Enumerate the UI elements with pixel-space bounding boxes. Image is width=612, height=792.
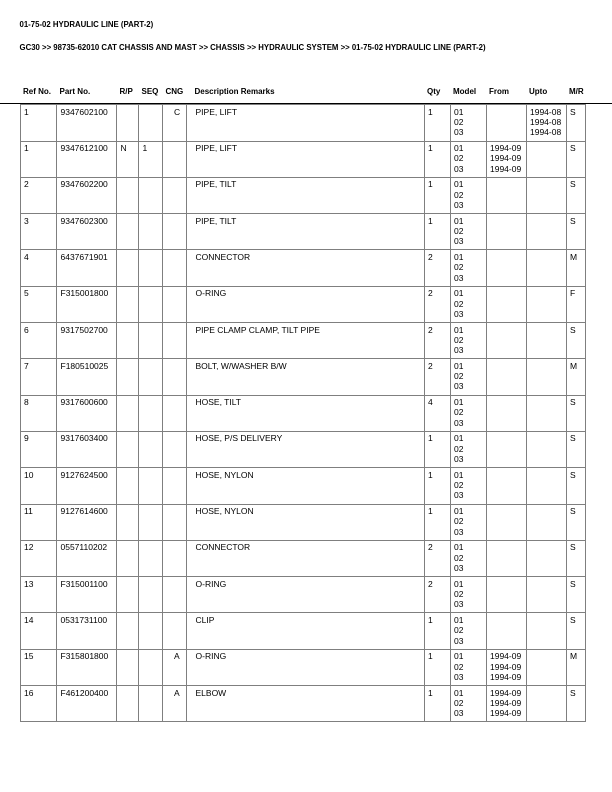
cell-upto bbox=[526, 649, 566, 685]
cell-model: 01 02 03 bbox=[450, 504, 486, 540]
cell-part-no: 0557110202 bbox=[57, 540, 117, 576]
cell-ref-no: 11 bbox=[20, 504, 57, 540]
cell-cng bbox=[163, 359, 187, 395]
cell-model: 01 02 03 bbox=[450, 359, 486, 395]
cell-upto bbox=[526, 141, 566, 177]
table-row bbox=[20, 250, 585, 286]
cell-mr: S bbox=[566, 323, 585, 359]
cell-mr: M bbox=[566, 250, 585, 286]
breadcrumb: GC30 >> 98735-62010 CAT CHASSIS AND MAST >> CHASSIS >> HYDRAULIC SYSTEM >> 01-75-02 HYDRAULIC LINE (PART-2) bbox=[19, 43, 486, 52]
cell-model: 01 02 03 bbox=[450, 686, 486, 722]
cell-cng bbox=[163, 540, 187, 576]
cell-ref-no: 1 bbox=[20, 141, 57, 177]
cell-upto bbox=[526, 577, 566, 613]
cell-ref-no: 16 bbox=[20, 686, 57, 722]
cell-qty: 1 bbox=[424, 468, 450, 504]
cell-model: 01 02 03 bbox=[450, 323, 486, 359]
table-row bbox=[20, 504, 585, 540]
cell-qty: 1 bbox=[424, 431, 450, 467]
cell-qty: 2 bbox=[424, 286, 450, 322]
cell-rp bbox=[117, 577, 139, 613]
cell-model: 01 02 03 bbox=[450, 141, 486, 177]
cell-seq bbox=[139, 177, 163, 213]
cell-model: 01 02 03 bbox=[450, 177, 486, 213]
cell-description: HOSE, TILT bbox=[187, 395, 425, 431]
cell-from bbox=[486, 323, 526, 359]
cell-seq bbox=[139, 286, 163, 322]
cell-from bbox=[486, 540, 526, 576]
cell-rp bbox=[117, 686, 139, 722]
col-header-part-no: Part No. bbox=[59, 86, 91, 96]
cell-qty: 4 bbox=[424, 395, 450, 431]
cell-from bbox=[486, 468, 526, 504]
cell-part-no: 0531731100 bbox=[57, 613, 117, 649]
cell-mr: M bbox=[566, 359, 585, 395]
cell-mr: S bbox=[566, 177, 585, 213]
cell-seq bbox=[139, 214, 163, 250]
cell-rp: N bbox=[117, 141, 139, 177]
cell-cng bbox=[163, 577, 187, 613]
cell-mr: S bbox=[566, 686, 585, 722]
cell-part-no: 9127624500 bbox=[57, 468, 117, 504]
cell-seq bbox=[139, 431, 163, 467]
cell-mr: S bbox=[566, 577, 585, 613]
cell-ref-no: 3 bbox=[20, 214, 57, 250]
cell-part-no: 9347612100 bbox=[57, 141, 117, 177]
cell-model: 01 02 03 bbox=[450, 105, 486, 141]
cell-part-no: 9317502700 bbox=[57, 323, 117, 359]
cell-qty: 1 bbox=[424, 105, 450, 141]
cell-from bbox=[486, 504, 526, 540]
table-row bbox=[20, 141, 585, 177]
cell-upto bbox=[526, 359, 566, 395]
cell-model: 01 02 03 bbox=[450, 649, 486, 685]
cell-rp bbox=[117, 323, 139, 359]
cell-rp bbox=[117, 613, 139, 649]
table-row bbox=[20, 649, 585, 685]
cell-upto bbox=[526, 286, 566, 322]
cell-description: BOLT, W/WASHER B/W bbox=[187, 359, 425, 395]
cell-upto bbox=[526, 686, 566, 722]
table-row bbox=[20, 577, 585, 613]
cell-cng: C bbox=[163, 105, 187, 141]
cell-rp bbox=[117, 468, 139, 504]
cell-cng bbox=[163, 286, 187, 322]
cell-cng bbox=[163, 613, 187, 649]
col-header-description: Description Remarks bbox=[194, 86, 275, 96]
cell-cng bbox=[163, 214, 187, 250]
cell-qty: 2 bbox=[424, 540, 450, 576]
col-header-qty: Qty bbox=[427, 86, 441, 96]
cell-part-no: 9127614600 bbox=[57, 504, 117, 540]
cell-rp bbox=[117, 105, 139, 141]
cell-from: 1994-09 1994-09 1994-09 bbox=[486, 649, 526, 685]
col-header-cng: CNG bbox=[165, 86, 184, 96]
cell-upto bbox=[526, 177, 566, 213]
cell-cng bbox=[163, 504, 187, 540]
cell-part-no: F461200400 bbox=[57, 686, 117, 722]
cell-part-no: 9317603400 bbox=[57, 431, 117, 467]
col-header-upto: Upto bbox=[529, 86, 548, 96]
cell-description: PIPE CLAMP CLAMP, TILT PIPE bbox=[187, 323, 425, 359]
table-row bbox=[20, 105, 585, 141]
cell-seq bbox=[139, 504, 163, 540]
cell-upto bbox=[526, 323, 566, 359]
cell-description: PIPE, TILT bbox=[187, 177, 425, 213]
cell-ref-no: 15 bbox=[20, 649, 57, 685]
cell-from bbox=[486, 431, 526, 467]
cell-cng: A bbox=[163, 686, 187, 722]
cell-mr: S bbox=[566, 214, 585, 250]
cell-cng bbox=[163, 323, 187, 359]
cell-description: HOSE, P/S DELIVERY bbox=[187, 431, 425, 467]
cell-model: 01 02 03 bbox=[450, 286, 486, 322]
cell-part-no: F315801800 bbox=[57, 649, 117, 685]
cell-description: ELBOW bbox=[187, 686, 425, 722]
cell-model: 01 02 03 bbox=[450, 468, 486, 504]
cell-ref-no: 12 bbox=[20, 540, 57, 576]
cell-cng bbox=[163, 468, 187, 504]
cell-ref-no: 5 bbox=[20, 286, 57, 322]
cell-description: HOSE, NYLON bbox=[187, 468, 425, 504]
cell-cng bbox=[163, 395, 187, 431]
cell-upto bbox=[526, 468, 566, 504]
cell-seq bbox=[139, 250, 163, 286]
cell-cng: A bbox=[163, 649, 187, 685]
cell-upto bbox=[526, 395, 566, 431]
cell-seq bbox=[139, 359, 163, 395]
cell-ref-no: 9 bbox=[20, 431, 57, 467]
cell-mr: M bbox=[566, 649, 585, 685]
cell-description: CONNECTOR bbox=[187, 250, 425, 286]
cell-seq bbox=[139, 613, 163, 649]
col-header-model: Model bbox=[453, 86, 477, 96]
cell-from: 1994-09 1994-09 1994-09 bbox=[486, 686, 526, 722]
cell-qty: 1 bbox=[424, 177, 450, 213]
cell-seq bbox=[139, 649, 163, 685]
cell-seq bbox=[139, 468, 163, 504]
cell-rp bbox=[117, 214, 139, 250]
table-row bbox=[20, 540, 585, 576]
cell-mr: F bbox=[566, 286, 585, 322]
cell-rp bbox=[117, 431, 139, 467]
cell-qty: 2 bbox=[424, 359, 450, 395]
cell-qty: 2 bbox=[424, 250, 450, 286]
cell-qty: 1 bbox=[424, 504, 450, 540]
cell-cng bbox=[163, 250, 187, 286]
cell-ref-no: 14 bbox=[20, 613, 57, 649]
cell-seq bbox=[139, 105, 163, 141]
cell-rp bbox=[117, 359, 139, 395]
cell-rp bbox=[117, 177, 139, 213]
cell-mr: S bbox=[566, 613, 585, 649]
cell-rp bbox=[117, 286, 139, 322]
cell-from bbox=[486, 214, 526, 250]
cell-upto bbox=[526, 250, 566, 286]
cell-description: HOSE, NYLON bbox=[187, 504, 425, 540]
cell-qty: 1 bbox=[424, 613, 450, 649]
cell-model: 01 02 03 bbox=[450, 214, 486, 250]
cell-description: PIPE, TILT bbox=[187, 214, 425, 250]
cell-cng bbox=[163, 177, 187, 213]
cell-mr: S bbox=[566, 105, 585, 141]
cell-part-no: F315001100 bbox=[57, 577, 117, 613]
cell-ref-no: 6 bbox=[20, 323, 57, 359]
cell-seq bbox=[139, 540, 163, 576]
cell-model: 01 02 03 bbox=[450, 540, 486, 576]
cell-seq bbox=[139, 395, 163, 431]
cell-description: PIPE, LIFT bbox=[187, 105, 425, 141]
cell-from bbox=[486, 286, 526, 322]
cell-ref-no: 1 bbox=[20, 105, 57, 141]
table-row bbox=[20, 468, 585, 504]
cell-rp bbox=[117, 540, 139, 576]
cell-from bbox=[486, 613, 526, 649]
cell-rp bbox=[117, 649, 139, 685]
cell-part-no: 9317600600 bbox=[57, 395, 117, 431]
cell-description: O-RING bbox=[187, 286, 425, 322]
cell-qty: 1 bbox=[424, 649, 450, 685]
cell-mr: S bbox=[566, 431, 585, 467]
cell-ref-no: 10 bbox=[20, 468, 57, 504]
cell-upto bbox=[526, 540, 566, 576]
cell-part-no: 9347602200 bbox=[57, 177, 117, 213]
cell-description: PIPE, LIFT bbox=[187, 141, 425, 177]
table-row bbox=[20, 613, 585, 649]
cell-from bbox=[486, 395, 526, 431]
cell-from bbox=[486, 577, 526, 613]
cell-description: O-RING bbox=[187, 577, 425, 613]
col-header-mr: M/R bbox=[569, 86, 584, 96]
cell-qty: 2 bbox=[424, 323, 450, 359]
cell-model: 01 02 03 bbox=[450, 577, 486, 613]
cell-mr: S bbox=[566, 395, 585, 431]
cell-seq bbox=[139, 577, 163, 613]
table-row bbox=[20, 395, 585, 431]
cell-part-no: 6437671901 bbox=[57, 250, 117, 286]
cell-mr: S bbox=[566, 504, 585, 540]
table-row bbox=[20, 286, 585, 322]
table-row bbox=[20, 686, 585, 722]
page-title: 01-75-02 HYDRAULIC LINE (PART-2) bbox=[19, 20, 154, 29]
cell-qty: 1 bbox=[424, 214, 450, 250]
cell-description: CONNECTOR bbox=[187, 540, 425, 576]
cell-model: 01 02 03 bbox=[450, 613, 486, 649]
cell-ref-no: 13 bbox=[20, 577, 57, 613]
cell-upto bbox=[526, 504, 566, 540]
table-column-headers bbox=[20, 87, 585, 96]
cell-model: 01 02 03 bbox=[450, 431, 486, 467]
cell-from bbox=[486, 359, 526, 395]
cell-cng bbox=[163, 141, 187, 177]
cell-seq bbox=[139, 686, 163, 722]
cell-mr: S bbox=[566, 468, 585, 504]
cell-upto bbox=[526, 613, 566, 649]
cell-upto bbox=[526, 214, 566, 250]
cell-from bbox=[486, 250, 526, 286]
cell-upto bbox=[526, 431, 566, 467]
table-row bbox=[20, 323, 585, 359]
cell-part-no: F180510025 bbox=[57, 359, 117, 395]
col-header-seq: SEQ bbox=[141, 86, 159, 96]
cell-rp bbox=[117, 250, 139, 286]
cell-ref-no: 2 bbox=[20, 177, 57, 213]
cell-rp bbox=[117, 395, 139, 431]
cell-ref-no: 7 bbox=[20, 359, 57, 395]
cell-part-no: 9347602300 bbox=[57, 214, 117, 250]
table-row bbox=[20, 177, 585, 213]
col-header-ref-no: Ref No. bbox=[23, 86, 51, 96]
cell-from bbox=[486, 177, 526, 213]
cell-rp bbox=[117, 504, 139, 540]
col-header-from: From bbox=[489, 86, 509, 96]
cell-mr: S bbox=[566, 540, 585, 576]
cell-description: O-RING bbox=[187, 649, 425, 685]
cell-ref-no: 8 bbox=[20, 395, 57, 431]
cell-seq: 1 bbox=[139, 141, 163, 177]
cell-qty: 2 bbox=[424, 577, 450, 613]
table-row bbox=[20, 359, 585, 395]
cell-qty: 1 bbox=[424, 141, 450, 177]
cell-description: CLIP bbox=[187, 613, 425, 649]
col-header-rp: R/P bbox=[119, 86, 133, 96]
cell-model: 01 02 03 bbox=[450, 395, 486, 431]
cell-upto: 1994-08 1994-08 1994-08 bbox=[526, 105, 566, 141]
cell-part-no: 9347602100 bbox=[57, 105, 117, 141]
cell-model: 01 02 03 bbox=[450, 250, 486, 286]
cell-from: 1994-09 1994-09 1994-09 bbox=[486, 141, 526, 177]
cell-from bbox=[486, 105, 526, 141]
cell-cng bbox=[163, 431, 187, 467]
cell-part-no: F315001800 bbox=[57, 286, 117, 322]
cell-qty: 1 bbox=[424, 686, 450, 722]
parts-table bbox=[20, 104, 586, 722]
table-row bbox=[20, 214, 585, 250]
cell-mr: S bbox=[566, 141, 585, 177]
cell-seq bbox=[139, 323, 163, 359]
cell-ref-no: 4 bbox=[20, 250, 57, 286]
table-row bbox=[20, 431, 585, 467]
